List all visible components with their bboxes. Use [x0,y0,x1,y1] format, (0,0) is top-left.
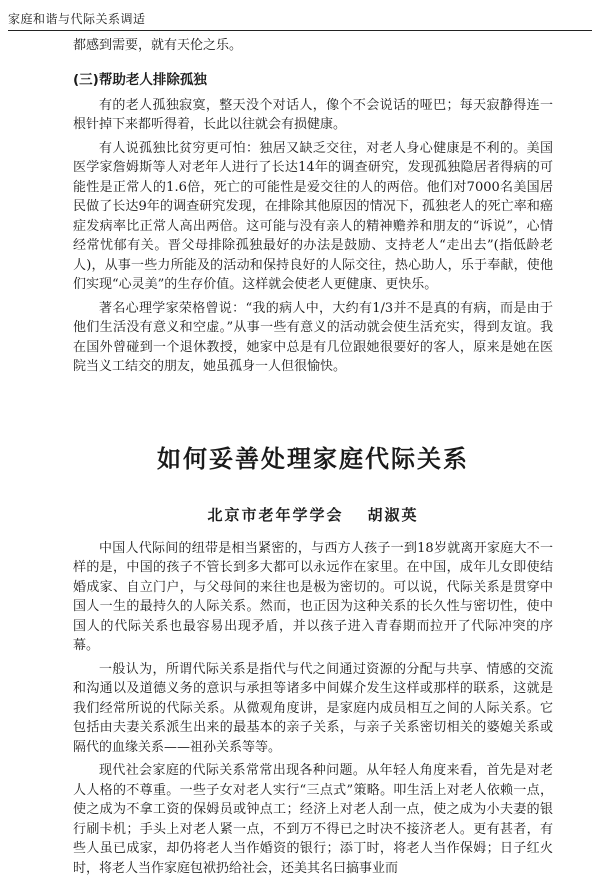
article-title: 如何妥善处理家庭代际关系 [157,444,469,473]
article-paragraph: 一般认为，所谓代际关系是指代与代之间通过资源的分配与共享、情感的交流和沟通以及道德义务的意识与承担等诸多中间媒介发生这样或那样的联系，这就是我们经常所说的代际关系。从微观角度讲，是家庭内成员相互之间的人际关系。它包括由夫妻关系派生出来的最基本的亲子关系，与亲子关系密切相关的婆媳关系或隔代的血缘关系——祖孙关系等等。 [73,661,553,755]
article-paragraph: 现代社会家庭的代际关系常常出现各种问题。从年轻人角度来看，首先是对老人人格的不尊重。一些子女对老人实行“三点式”策略。叩生活上对老人依赖一点，使之成为不拿工资的保姆员或钟点工；经济上对老人刮一点，使之成为小夫妻的银行刷卡机；手头上对老人紧一点，不到万不得已之时决不接济老人。更有甚者，有些人虽已成家，却仍将老人当作婚资的银行；添丁时，将老人当作保姆；日子红火时，将老人当作家庭包袱扔给社会，还美其名曰搞事业而 [73,763,553,876]
byline-organization: 北京市老年学学会 [207,505,344,524]
byline [73,504,553,525]
opening-line: 都感到需要，就有天伦之乐。 [73,38,243,53]
section-paragraph: 有人说孤独比贫穷更可怕：独居又缺乏交往，对老人身心健康是不利的。美国医学家詹姆斯等人对老年人进行了长达14年的调查研究，发现孤独隐居者得病的可能性是正常人的1.6倍，死亡的可能性是爱交往的人的两倍。他们对7000名美国居民做了长达9年的调查研究发现，在排除其他原因的情况下，孤独老人的死亡率和癌症发病率比正常人高出两倍。这可能与没有亲人的精神赡养和朋友的“诉说”，心情经常忧郁有关。晋父母排除孤独最好的办法是鼓励、支持老人“走出去”(指低龄老人)，从事一些力所能及的活动和保持良好的人际交往，热心助人，乐于奉献，使他们实现“心灵美”的生存价值。这样就会使老人更健康、更快乐。 [73,140,553,292]
section-subheading: (三)帮助老人排除孤独 [73,71,207,88]
section-paragraph: 著名心理学家荣格曾说：“我的病人中，大约有1/3并不是真的有病，而是由于他们生活没有意义和空虚。”从事一些有意义的活动就会使生活充实，得到友谊。我在国外曾碰到一个退休教授，她家中总是有几位跟她很要好的客人，原来是她在医院当义工结交的朋友，她虽孤身一人但很愉快。 [73,300,553,374]
byline-author: 胡淑英 [367,505,419,524]
section-paragraph: 有的老人孤独寂寞，整天没个对话人，像个不会说话的哑巴；每天寂静得连一根针掉下来都听得着，长此以往就会有损健康。 [73,97,553,132]
running-header [8,8,592,31]
page-body [73,36,553,878]
running-header-title: 家庭和谐与代际关系调适 [8,12,146,26]
article-paragraph: 中国人代际间的纽带是相当紧密的，与西方人孩子一到18岁就离开家庭大不一样的是，中国的孩子不管长到多大都可以永远作在家里。在中国，成年儿女即使结婚成家、自立门户，与父母间的来往也是极为密切的。可以说，代际关系是贯穿中国人一生的最持久的人际关系。然而，也正因为这种关系的长久性与密切性，使中国人的代际关系也最容易出现矛盾，并以孩子进入青春期而拉开了代际冲突的序幕。 [73,540,553,653]
